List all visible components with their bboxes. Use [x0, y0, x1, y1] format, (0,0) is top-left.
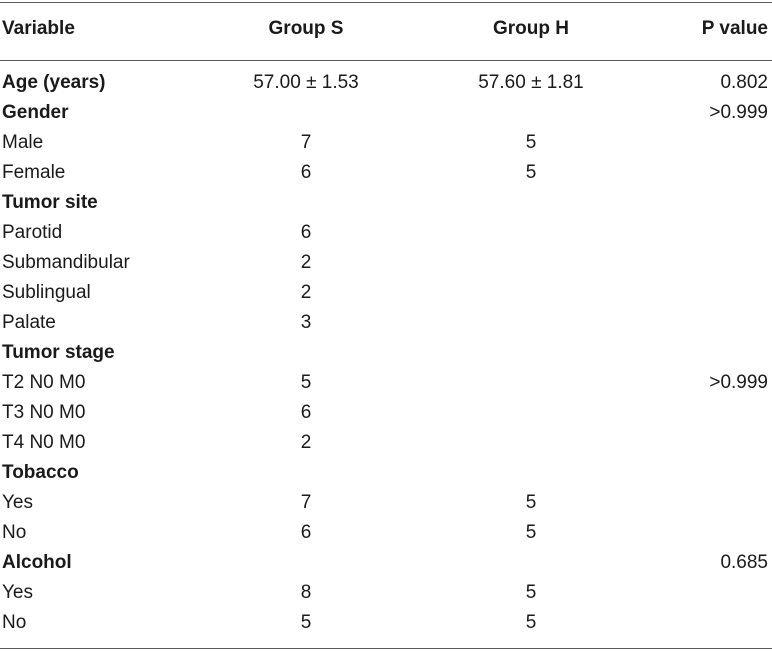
- cell-variable: Gender: [2, 102, 69, 123]
- cell-variable: Tumor stage: [2, 342, 115, 363]
- bottom-rule: [0, 648, 772, 649]
- cell-group-s: 2: [300, 252, 312, 273]
- header-rule: [0, 60, 772, 61]
- cell-group-s: 6: [300, 222, 312, 243]
- cell-group-h: 5: [525, 132, 537, 153]
- cell-group-h: 57.60 ± 1.81: [478, 72, 584, 93]
- cell-group-h: 5: [525, 522, 537, 543]
- table-row: [0, 128, 772, 158]
- cell-group-s: 6: [300, 522, 312, 543]
- cell-group-h: 5: [525, 492, 537, 513]
- cell-variable: Submandibular: [2, 252, 130, 273]
- table-row: [0, 338, 772, 368]
- cell-group-s: 2: [300, 282, 312, 303]
- cell-variable: Tobacco: [2, 462, 79, 483]
- cell-variable: Alcohol: [2, 552, 72, 573]
- table-row: [0, 428, 772, 458]
- cell-group-s: 8: [300, 582, 312, 603]
- cell-variable: Tumor site: [2, 192, 98, 213]
- table-row: [0, 278, 772, 308]
- table-row: [0, 548, 772, 578]
- cell-variable: Female: [2, 162, 66, 183]
- cell-variable: No: [2, 522, 27, 543]
- cell-group-s: 7: [300, 132, 312, 153]
- table-row: [0, 488, 772, 518]
- header-row: [0, 14, 772, 44]
- cell-group-s: 5: [300, 372, 312, 393]
- cell-group-h: 5: [525, 162, 537, 183]
- top-rule: [0, 2, 772, 3]
- header-group-s: Group S: [268, 18, 344, 39]
- header-variable: Variable: [2, 18, 75, 39]
- table-row: [0, 578, 772, 608]
- cell-variable: Parotid: [2, 222, 63, 243]
- cell-group-s: 7: [300, 492, 312, 513]
- cell-group-h: 5: [525, 612, 537, 633]
- table-row: [0, 398, 772, 428]
- cell-p-value: 0.685: [720, 552, 768, 573]
- cell-p-value: 0.802: [720, 72, 768, 93]
- cell-variable: T4 N0 M0: [2, 432, 86, 453]
- cell-group-s: 3: [300, 312, 312, 333]
- cell-group-s: 6: [300, 162, 312, 183]
- cell-group-s: 5: [300, 612, 312, 633]
- table-row: [0, 158, 772, 188]
- table-row: [0, 98, 772, 128]
- table-row: [0, 608, 772, 638]
- cell-group-s: 6: [300, 402, 312, 423]
- cell-group-s: 2: [300, 432, 312, 453]
- cell-p-value: >0.999: [709, 372, 768, 393]
- cell-variable: Yes: [2, 492, 33, 513]
- table-row: [0, 458, 772, 488]
- cell-variable: Male: [2, 132, 44, 153]
- table-row: [0, 368, 772, 398]
- cell-variable: Palate: [2, 312, 56, 333]
- cell-p-value: >0.999: [709, 102, 768, 123]
- cell-variable: T3 N0 M0: [2, 402, 86, 423]
- table-row: [0, 308, 772, 338]
- cell-group-h: 5: [525, 582, 537, 603]
- table-row: [0, 248, 772, 278]
- table-row: [0, 518, 772, 548]
- cell-variable: No: [2, 612, 27, 633]
- table-row: [0, 188, 772, 218]
- table-row: [0, 68, 772, 98]
- cell-variable: Sublingual: [2, 282, 91, 303]
- cell-variable: Yes: [2, 582, 33, 603]
- header-group-h: Group H: [493, 18, 569, 39]
- cell-group-s: 57.00 ± 1.53: [253, 72, 359, 93]
- header-p-value: P value: [701, 18, 768, 39]
- cell-variable: Age (years): [2, 72, 106, 93]
- cell-variable: T2 N0 M0: [2, 372, 86, 393]
- table-row: [0, 218, 772, 248]
